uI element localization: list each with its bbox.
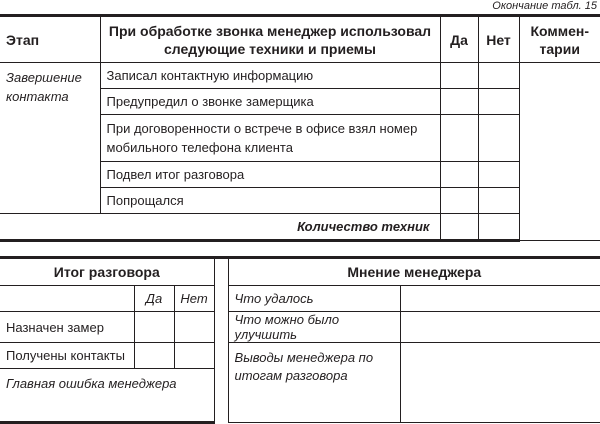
comments-cell[interactable] [519, 63, 600, 241]
outcome-header: Итог разговора [0, 258, 214, 286]
technique-cell: Попрощался [100, 188, 440, 214]
opinion-label: Что удалось [228, 286, 400, 312]
no-cell[interactable] [174, 343, 214, 369]
yes-subheader: Да [134, 286, 174, 312]
column-gap [214, 258, 228, 423]
yes-cell[interactable] [134, 312, 174, 343]
no-cell[interactable] [478, 63, 519, 89]
yes-cell[interactable] [440, 162, 478, 188]
no-cell[interactable] [478, 188, 519, 214]
yes-cell[interactable] [440, 115, 478, 162]
no-cell[interactable] [478, 89, 519, 115]
comments-header: Коммен-тарии [519, 16, 600, 63]
outcome-label: Получены контакты [0, 343, 134, 369]
stage-header: Этап [0, 16, 100, 63]
count-row [0, 214, 600, 241]
no-cell[interactable] [478, 115, 519, 162]
outcome-label: Назначен замер [0, 312, 134, 343]
table-caption: Окончание табл. 15 [492, 0, 597, 12]
opinion-header: Мнение менеджера [228, 258, 600, 286]
table-row [0, 343, 600, 369]
table-row [0, 286, 600, 312]
no-subheader: Нет [174, 286, 214, 312]
outcome-blank-cell [0, 286, 134, 312]
no-count-cell[interactable] [478, 214, 519, 241]
yes-cell[interactable] [440, 89, 478, 115]
opinion-answer-cell[interactable] [400, 343, 600, 423]
yes-count-cell[interactable] [440, 214, 478, 241]
yes-header: Да [440, 16, 478, 63]
opinion-label: Что можно было улучшить [228, 312, 400, 343]
technique-cell: Подвел итог разговора [100, 162, 440, 188]
techniques-table [0, 14, 600, 242]
opinion-label: Выводы менеджера по итогам разговора [228, 343, 400, 423]
technique-cell: Предупредил о звонке замерщика [100, 89, 440, 115]
opinion-answer-cell[interactable] [400, 312, 600, 343]
yes-cell[interactable] [440, 188, 478, 214]
no-header: Нет [478, 16, 519, 63]
count-label: Количество техник [0, 214, 440, 241]
no-cell[interactable] [478, 162, 519, 188]
stage-cell: Завершение контакта [0, 63, 100, 214]
yes-cell[interactable] [440, 63, 478, 89]
yes-cell[interactable] [134, 343, 174, 369]
no-cell[interactable] [174, 312, 214, 343]
summary-table [0, 256, 600, 424]
technique-cell: Записал контактную информацию [100, 63, 440, 89]
table-row [0, 63, 600, 89]
techniques-header: При обработке звонка менеджер использовал следующие техники и приемы [100, 16, 440, 63]
main-error-cell[interactable]: Главная ошибка менеджера [0, 369, 214, 423]
opinion-answer-cell[interactable] [400, 286, 600, 312]
technique-cell: При договоренности о встрече в офисе взял номер мобильного телефона клиента [100, 115, 440, 162]
table-row [0, 312, 600, 343]
